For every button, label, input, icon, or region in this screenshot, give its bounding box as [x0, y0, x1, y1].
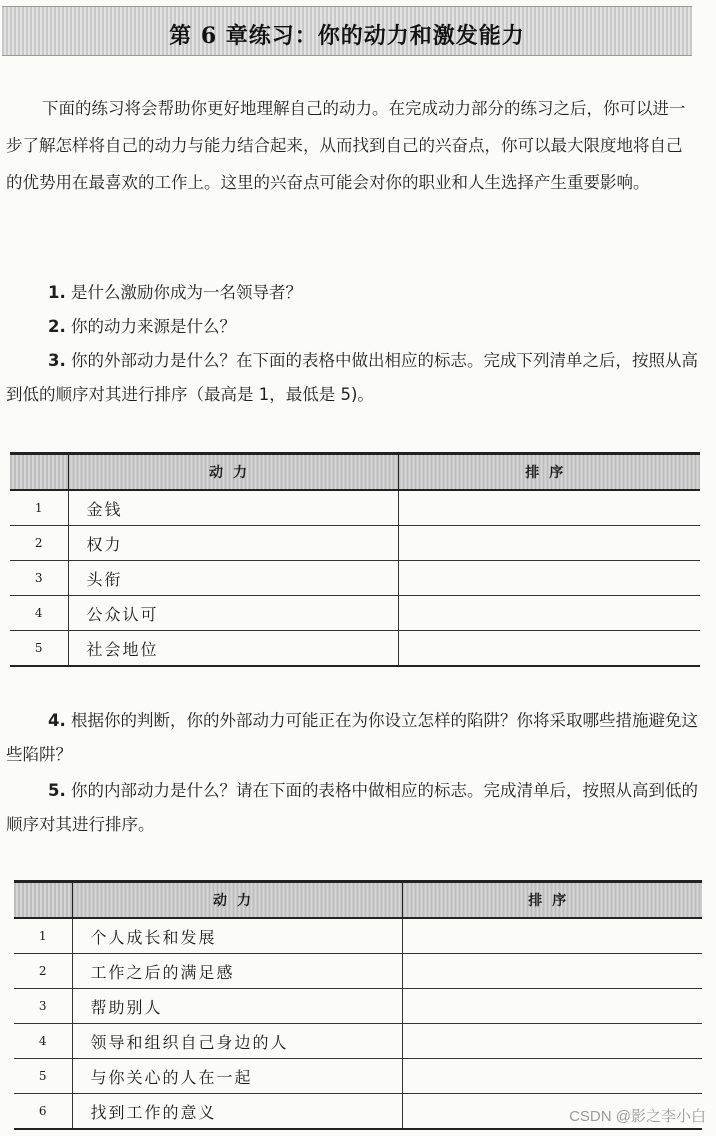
table-row: [14, 989, 702, 1024]
row-index: 4: [14, 1024, 72, 1059]
rank-cell[interactable]: [402, 918, 702, 954]
motivation-item: 个人成长和发展: [72, 918, 402, 954]
row-index: 5: [10, 631, 68, 667]
table-header-index: [10, 454, 68, 491]
rank-cell[interactable]: [402, 1059, 702, 1094]
table-header-index: [14, 882, 72, 919]
table-header-rank: 排序: [402, 882, 702, 919]
rank-cell[interactable]: [398, 561, 700, 596]
row-index: 3: [14, 989, 72, 1024]
question-5: [6, 774, 698, 842]
motivation-item: 社会地位: [68, 631, 398, 667]
question-number: 1.: [48, 283, 66, 302]
question-number: 2.: [48, 317, 66, 336]
rank-cell[interactable]: [398, 526, 700, 561]
rank-cell[interactable]: [402, 989, 702, 1024]
rank-cell[interactable]: [398, 596, 700, 631]
motivation-item: 金钱: [68, 490, 398, 526]
table-header-motivation: 动力: [68, 454, 398, 491]
table-row: [10, 631, 700, 667]
motivation-item: 领导和组织自己身边的人: [72, 1024, 402, 1059]
motivation-item: 与你关心的人在一起: [72, 1059, 402, 1094]
chapter-title: 第 6 章练习：你的动力和激发能力: [169, 23, 525, 49]
row-index: 6: [14, 1094, 72, 1130]
question-text: 你的动力来源是什么？: [71, 317, 236, 336]
question-number: 3.: [48, 351, 66, 370]
question-number: 5.: [48, 781, 66, 800]
question-text: 你的内部动力是什么？请在下面的表格中做相应的标志。完成清单后，按照从高到低的顺序对其进行排序。: [6, 781, 698, 834]
rank-cell[interactable]: [398, 490, 700, 526]
table-row: [10, 561, 700, 596]
motivation-item: 找到工作的意义: [72, 1094, 402, 1130]
table-row: [10, 596, 700, 631]
external-motivation-table: [10, 452, 700, 667]
row-index: 4: [10, 596, 68, 631]
table-header-motivation: 动力: [72, 882, 402, 919]
table-row: [14, 1059, 702, 1094]
internal-motivation-table: [14, 880, 702, 1130]
table-row: [10, 526, 700, 561]
question-3: [6, 344, 698, 412]
row-index: 3: [10, 561, 68, 596]
row-index: 2: [10, 526, 68, 561]
row-index: 1: [10, 490, 68, 526]
csdn-watermark: CSDN @影之李小白: [569, 1108, 706, 1125]
table-row: [10, 490, 700, 526]
motivation-item: 头衔: [68, 561, 398, 596]
rank-cell[interactable]: [398, 631, 700, 667]
motivation-item: 公众认可: [68, 596, 398, 631]
table-header-rank: 排序: [398, 454, 700, 491]
intro-text: 下面的练习将会帮助你更好地理解自己的动力。在完成动力部分的练习之后，你可以进一步了解怎样将自己的动力与能力结合起来，从而找到自己的兴奋点，你可以最大限度地将自己的优势用在最喜欢的工作上。这里的兴奋点可能会对你的职业和人生选择产生重要影响。: [6, 99, 686, 192]
row-index: 1: [14, 918, 72, 954]
motivation-item: 权力: [68, 526, 398, 561]
rank-cell[interactable]: [402, 1024, 702, 1059]
question-text: 根据你的判断，你的外部动力可能正在为你设立怎样的陷阱？你将采取哪些措施避免这些陷阱？: [6, 711, 698, 764]
question-text: 是什么激励你成为一名领导者？: [71, 283, 302, 302]
table-row: [14, 1024, 702, 1059]
motivation-item: 工作之后的满足感: [72, 954, 402, 989]
intro-paragraph: [6, 90, 698, 201]
table-row: [14, 918, 702, 954]
table-row: [14, 954, 702, 989]
chapter-header-band: [2, 6, 692, 56]
rank-cell[interactable]: [402, 954, 702, 989]
question-number: 4.: [48, 711, 66, 730]
question-1: [6, 276, 698, 310]
row-index: 5: [14, 1059, 72, 1094]
motivation-item: 帮助别人: [72, 989, 402, 1024]
question-text: 你的外部动力是什么？在下面的表格中做出相应的标志。完成下列清单之后，按照从高到低的顺序对其进行排序（最高是 1，最低是 5)。: [6, 351, 698, 404]
row-index: 2: [14, 954, 72, 989]
question-2: [6, 310, 698, 344]
question-4: [6, 704, 698, 772]
